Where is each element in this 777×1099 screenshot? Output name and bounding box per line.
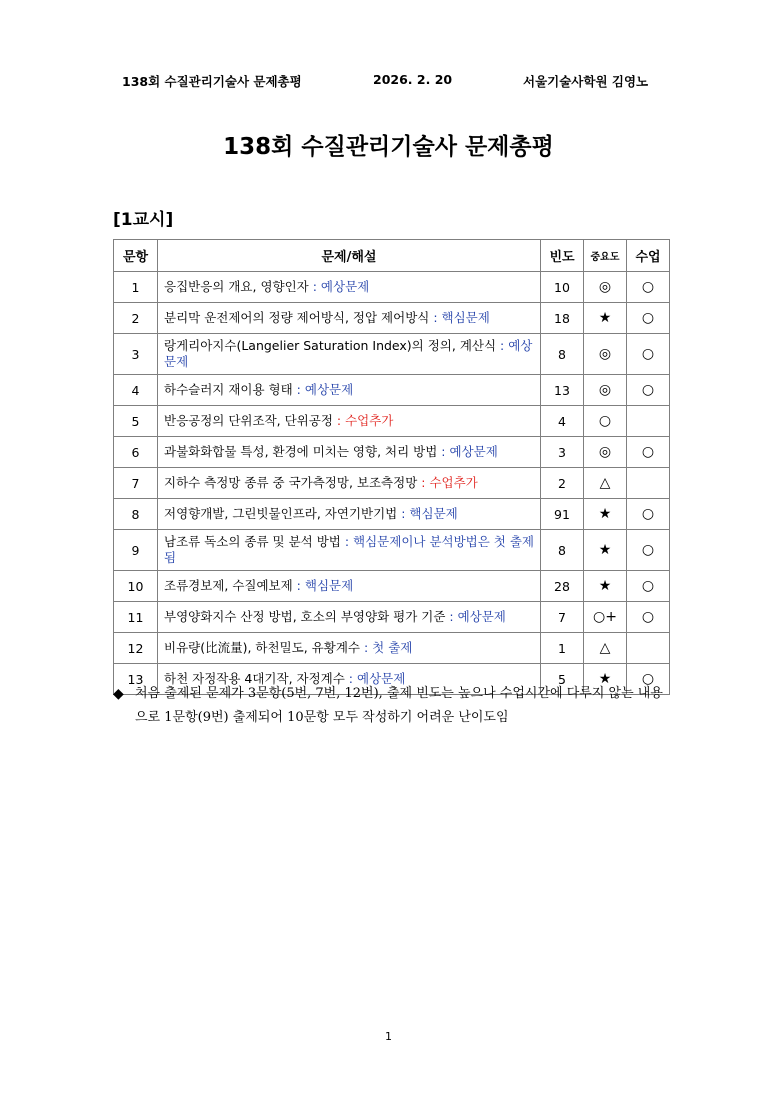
question-text: 응집반응의 개요, 영향인자 xyxy=(164,279,309,294)
summary-note xyxy=(113,682,673,730)
cell-importance: ◎ xyxy=(584,334,627,375)
cell-number: 1 xyxy=(114,272,158,303)
diamond-bullet-icon: ◆ xyxy=(113,686,124,702)
cell-number: 13 xyxy=(114,664,158,695)
question-tag: 예상문제 xyxy=(320,279,370,294)
cell-importance: ◎ xyxy=(584,437,627,468)
question-text: 랑게리아지수(Langelier Saturation Index)의 정의, 계산식 xyxy=(164,338,497,353)
question-separator: : xyxy=(417,475,430,490)
cell-frequency: 91 xyxy=(541,499,584,530)
question-text: 반응공정의 단위조작, 단위공정 xyxy=(164,413,333,428)
header-doc-title: 138회 수질관리기술사 문제총평 xyxy=(122,74,302,89)
question-text: 남조류 독소의 종류 및 분석 방법 xyxy=(164,534,341,549)
question-tag: 첫 출제 xyxy=(372,640,413,655)
question-text: 조류경보제, 수질예보제 xyxy=(164,578,293,593)
cell-frequency: 10 xyxy=(541,272,584,303)
cell-question xyxy=(158,633,541,664)
table-row xyxy=(114,602,670,633)
cell-importance: ◎ xyxy=(584,375,627,406)
table-row xyxy=(114,499,670,530)
table-row xyxy=(114,437,670,468)
question-text: 지하수 측정망 종류 중 국가측정망, 보조측정망 xyxy=(164,475,418,490)
cell-frequency: 8 xyxy=(541,530,584,571)
cell-number: 12 xyxy=(114,633,158,664)
question-separator: : xyxy=(429,310,442,325)
question-tag: 수업추가 xyxy=(429,475,478,490)
table-row xyxy=(114,375,670,406)
question-tag: 예상문제 xyxy=(449,444,498,459)
cell-importance: ★ xyxy=(584,530,627,571)
cell-class: ○ xyxy=(627,303,670,334)
cell-importance: ○ xyxy=(584,406,627,437)
page-title: 138회 수질관리기술사 문제총평 xyxy=(223,134,554,160)
table-row xyxy=(114,633,670,664)
table-row xyxy=(114,272,670,303)
question-separator: : xyxy=(308,279,321,294)
question-separator: : xyxy=(332,413,346,428)
cell-number: 6 xyxy=(114,437,158,468)
cell-number: 9 xyxy=(114,530,158,571)
cell-importance: ○+ xyxy=(584,602,627,633)
cell-question xyxy=(158,272,541,303)
cell-frequency: 4 xyxy=(541,406,584,437)
cell-frequency: 18 xyxy=(541,303,584,334)
cell-question xyxy=(158,530,541,571)
question-text: 하천 자정작용 4대기작, 자정계수 xyxy=(164,671,345,686)
cell-frequency: 3 xyxy=(541,437,584,468)
cell-class xyxy=(627,633,670,664)
cell-number: 8 xyxy=(114,499,158,530)
col-header-importance: 중요도 xyxy=(584,240,627,272)
cell-importance: ◎ xyxy=(584,272,627,303)
cell-class: ○ xyxy=(627,437,670,468)
table-row xyxy=(114,468,670,499)
cell-question xyxy=(158,602,541,633)
question-separator: : xyxy=(445,609,458,624)
table-header-row xyxy=(114,240,670,272)
header-date: 2026. 2. 20 xyxy=(373,72,453,87)
question-tag: 예상문제 xyxy=(304,382,354,397)
col-header-question: 문제/해설 xyxy=(158,240,541,272)
section-heading: [1교시] xyxy=(113,210,174,230)
cell-question xyxy=(158,499,541,530)
question-text: 부영양화지수 산정 방법, 호소의 부영양화 평가 기준 xyxy=(164,609,446,624)
cell-importance: △ xyxy=(584,468,627,499)
cell-frequency: 7 xyxy=(541,602,584,633)
table-row xyxy=(114,334,670,375)
cell-importance: ★ xyxy=(584,303,627,334)
question-text: 하수슬러지 재이용 형태 xyxy=(164,382,293,397)
question-separator: : xyxy=(437,444,450,459)
cell-number: 10 xyxy=(114,571,158,602)
cell-class: ○ xyxy=(627,334,670,375)
cell-class: ○ xyxy=(627,664,670,695)
cell-class: ○ xyxy=(627,530,670,571)
question-separator: : xyxy=(344,671,357,686)
page-number: 1 xyxy=(385,1030,392,1043)
cell-class xyxy=(627,406,670,437)
question-tag: 예상문제 xyxy=(357,671,406,686)
col-header-class: 수업 xyxy=(627,240,670,272)
cell-frequency: 2 xyxy=(541,468,584,499)
cell-number: 11 xyxy=(114,602,158,633)
question-tag: 핵심문제 xyxy=(441,310,490,325)
question-text: 저영향개발, 그린빗물인프라, 자연기반기법 xyxy=(164,506,398,521)
cell-class: ○ xyxy=(627,602,670,633)
cell-number: 5 xyxy=(114,406,158,437)
question-text: 분리막 운전제어의 정량 제어방식, 정압 제어방식 xyxy=(164,310,430,325)
cell-question xyxy=(158,375,541,406)
cell-number: 2 xyxy=(114,303,158,334)
header-author: 서울기술사학원 김영노 xyxy=(523,74,649,89)
cell-importance: △ xyxy=(584,633,627,664)
table-row xyxy=(114,406,670,437)
cell-frequency: 8 xyxy=(541,334,584,375)
cell-class: ○ xyxy=(627,571,670,602)
cell-class: ○ xyxy=(627,272,670,303)
cell-question xyxy=(158,437,541,468)
cell-number: 4 xyxy=(114,375,158,406)
cell-frequency: 5 xyxy=(541,664,584,695)
table-row xyxy=(114,303,670,334)
table-row xyxy=(114,571,670,602)
question-tag: 예상문제 xyxy=(457,609,506,624)
question-tag: 핵심문제 xyxy=(409,506,458,521)
cell-importance: ★ xyxy=(584,571,627,602)
question-tag: 수업추가 xyxy=(345,413,394,428)
cell-importance: ★ xyxy=(584,499,627,530)
question-separator: : xyxy=(340,534,354,549)
question-text: 과불화화합물 특성, 환경에 미치는 영향, 처리 방법 xyxy=(164,444,438,459)
cell-question xyxy=(158,334,541,375)
cell-question xyxy=(158,571,541,602)
question-separator: : xyxy=(292,578,305,593)
summary-text: 처음 출제된 문제가 3문항(5번, 7번, 12번), 출제 빈도는 높으나 수업시간에 다루지 않는 내용으로 1문항(9번) 출제되어 10문항 모두 작성하기 어려운 난이도임 xyxy=(135,686,663,725)
question-separator: : xyxy=(397,506,410,521)
cell-question xyxy=(158,303,541,334)
question-table xyxy=(113,239,670,695)
cell-question xyxy=(158,406,541,437)
col-header-number: 문항 xyxy=(114,240,158,272)
cell-importance: ★ xyxy=(584,664,627,695)
cell-number: 7 xyxy=(114,468,158,499)
col-header-frequency: 빈도 xyxy=(541,240,584,272)
cell-class xyxy=(627,468,670,499)
cell-class: ○ xyxy=(627,375,670,406)
cell-class: ○ xyxy=(627,499,670,530)
question-separator: : xyxy=(496,338,509,353)
question-text: 비유량(比流量), 하천밀도, 유황계수 xyxy=(164,640,360,655)
question-tag: 예상문제 xyxy=(164,338,533,369)
table-row xyxy=(114,530,670,571)
cell-frequency: 1 xyxy=(541,633,584,664)
cell-number: 3 xyxy=(114,334,158,375)
question-tag: 핵심문제 xyxy=(304,578,354,593)
cell-frequency: 13 xyxy=(541,375,584,406)
question-separator: : xyxy=(359,640,373,655)
cell-question xyxy=(158,468,541,499)
cell-frequency: 28 xyxy=(541,571,584,602)
question-tag: 핵심문제이나 분석방법은 첫 출제됨 xyxy=(164,534,534,565)
question-separator: : xyxy=(292,382,305,397)
